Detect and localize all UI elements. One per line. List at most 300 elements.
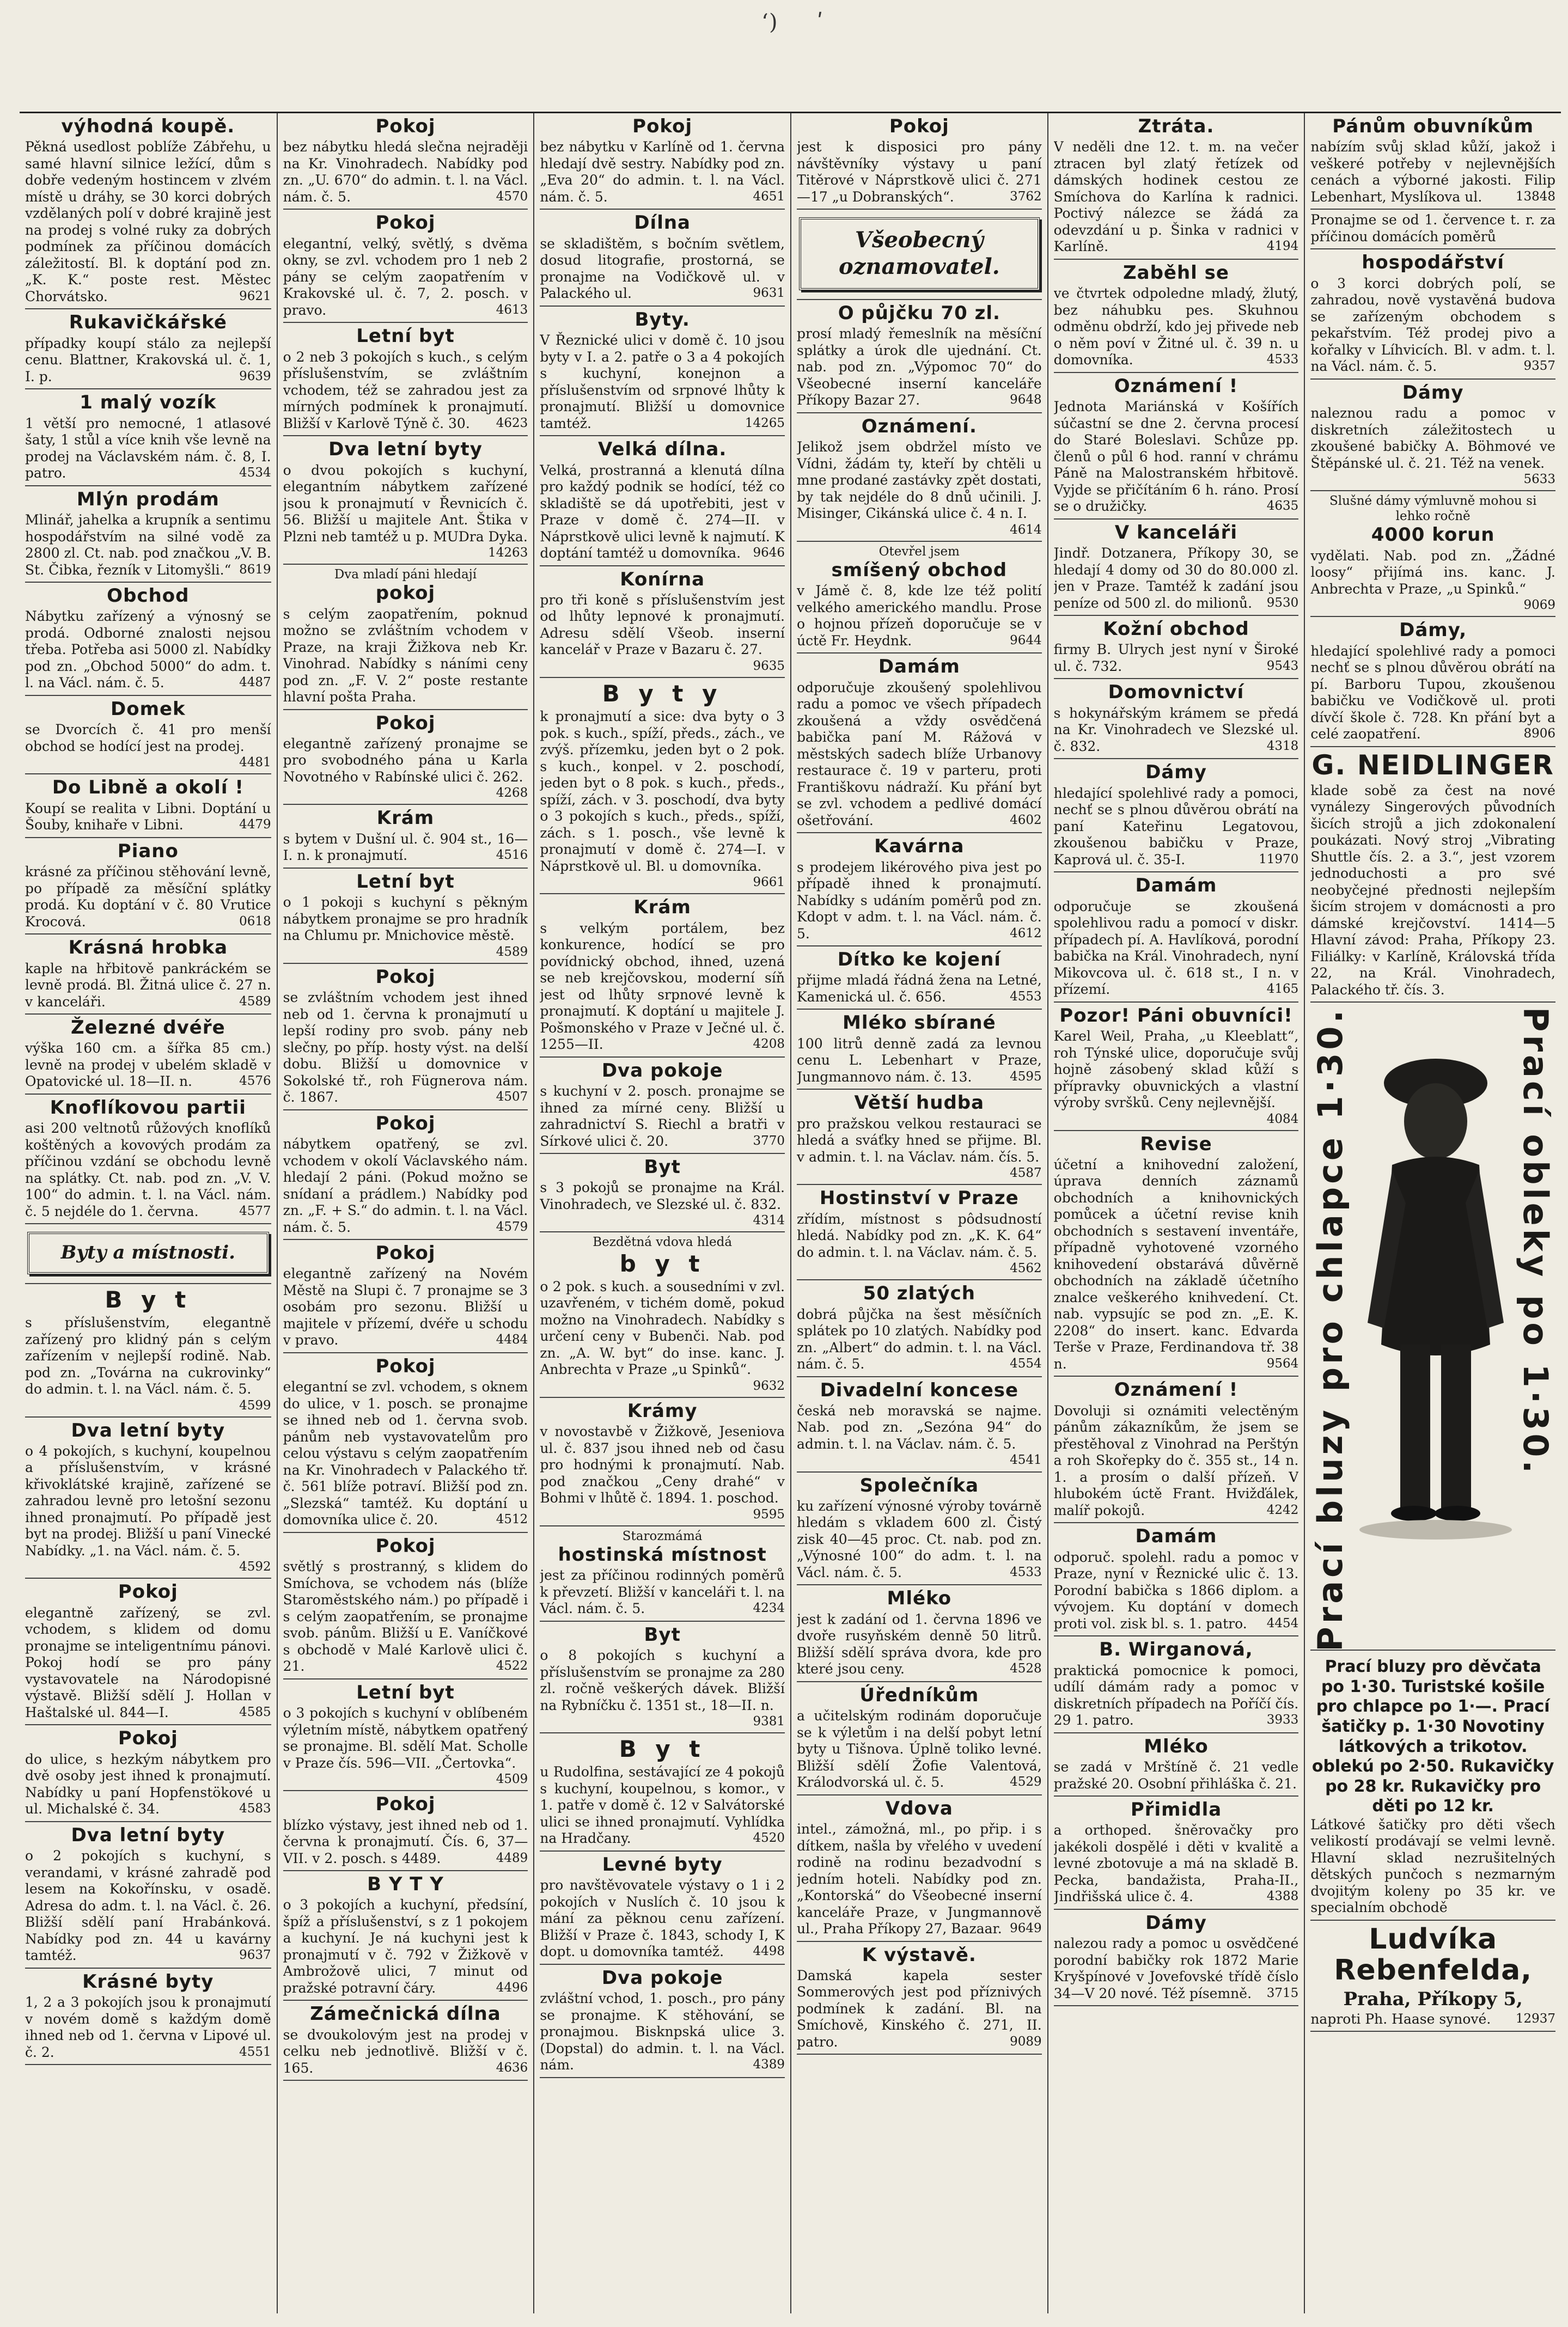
ad-text: Dovoluji si oznámiti velectěným pánům zákazníkům, že jsem se přestěhoval z Vinohrad na Perštýn a roh Skořepky do č. 355 st., 14 n. 1. a prosím o další přízeň. V hlubokém úctě Frant. Hvižďálek, malíř pokojů. (1053, 1402, 1299, 1518)
ad-headline: Pokoj (375, 1535, 436, 1557)
ad-body (540, 1567, 785, 1617)
ad-number: 4489 (496, 1850, 528, 1865)
ad-number: 4551 (239, 2044, 271, 2059)
ad-number: 11970 (1259, 852, 1299, 866)
column-1 (20, 113, 277, 2313)
ad-body (1054, 705, 1299, 755)
ad-headline: výhodná koupě. (61, 115, 235, 137)
ad-number: 12937 (1515, 2011, 1555, 2026)
ad-headline: Kožní obchod (1103, 618, 1249, 640)
ad-number: 4576 (239, 1074, 271, 1089)
ad-text: s příslušenstvím, elegantně zařízený pro klidný pán s celým zařízením v nejlepší rodině. Nab. pod zn. „Továrna na cukrovinky“ do admin. t. l. na Václ. nám. č. 5. (25, 1315, 271, 1397)
classified-ad (25, 1579, 271, 1725)
ad-text: s hokynářským krámem se předá na Kr. Vinohradech ve Slezské ul. č. 832. (1053, 705, 1299, 754)
ad-text: s kuchyní v 2. posch. pronajme se ihned za mírné ceny. Bližší u zahradnictví S. Riechl a bratři v Sírkové ulici č. 20. (540, 1083, 785, 1149)
ad-text: se Dvorcích č. 41 pro menší obchod se hodící jest na prodej. (25, 722, 271, 754)
ad-headline: Levné byty (602, 1853, 723, 1876)
vertical-headline-right: Prací oblekу po 1·30. (1515, 1007, 1555, 1477)
ad-body (1054, 545, 1299, 612)
ad-text: česká neb moravská se najme. Nab. pod zn. „Sezóna 94“ do admin. t. l. na Václav. nám. č. 5. (796, 1402, 1042, 1452)
classified-ad (1054, 679, 1299, 759)
ad-preheading: Slušné dámy výmluvně mohou si lehko ročně (1329, 494, 1537, 524)
ad-number: 9637 (239, 1948, 271, 1963)
ad-text: a orthoped. šněrovačky pro jakékoli dospělé i děti v kvalitě a levné zbotovuje a má na skladě B. Pecka, bandažista, Praha-II., Jindřišská ulice č. 4. (1053, 1822, 1299, 1905)
column-5 (1047, 113, 1304, 2313)
ad-text: u Rudolfina, sestávající ze 4 pokojů s kuchyní, koupelnou, s komor., v 1. patře v domě č. 12 v Salvátorské ulici se ihned pronajmutí. Vyhlídka na Hradčany. (540, 1764, 785, 1847)
section-banner (25, 1224, 271, 1284)
ad-body (1310, 276, 1555, 375)
ad-text: o 2 pokojích s kuchyní, s verandami, v krásné zahradě pod lesem na Kokořínsku, v osadě. Adresa do adm. t. l. na Václ. č. 26. Bližší sdělí paní Hrabánková. Nabídky pod zn. 44 u kavárny tamtéž. (25, 1848, 271, 1964)
ad-headline: Dva pokoje (601, 1059, 723, 1082)
ad-text: Karel Weil, Praha, „u Kleeblatt“, roh Týnské ulice, doporučuje svůj hojně zásobený sklad kůží s přípravky obuvnických a vlastní výroby svršků. Ceny nejlevnější. (1053, 1028, 1299, 1111)
ad-text: praktická pomocnice k pomoci, udílí dámám rady a pomoc v diskretních případech na Poříčí čís. 29 1. patro. (1053, 1662, 1299, 1729)
classified-ad (797, 1682, 1042, 1795)
classified-ad (283, 1679, 528, 1791)
ad-text: elegantní, velký, světlý, s dvěma okny, se zvl. vchodem pro 1 neb 2 pány se celým zaopatřením v Krakovské ul. č. 7, 2. posch. v pravo. (283, 235, 528, 318)
ad-text: V neděli dne 12. t. m. na večer ztracen byl zlatý řetízek od dámských hodinek cestou ze Smíchova do Karlína k radnici. Poctivý nálezce se žádá za odevzdání u p. Šinka v radnici v Karlíně. (1053, 139, 1299, 255)
ad-headline: Oznámení. (861, 415, 977, 437)
ad-text: hledající spolehlivé rady a pomoci nechť se s plnou důvěrou obrátí na pí. Barboru Tupou, zkoušenou babičku ve Vodičkově ul. proti dívčí škole č. 728. Kn přání byt a celé zaopatření. (1310, 643, 1555, 742)
ad-text: nábytkem opatřený, se zvl. vchodem v okolí Václavského nám. hledají 2 páni. (Pokud možno se snídaní a prádlem.) Nabídky pod zn. „F. + S.“ do admin. t. l. na Václ. nám. č. 5. (283, 1136, 528, 1235)
ad-text: 1 větší pro nemocné, 1 atlasové šaty, 1 stůl a více knih vše levně na prodej na Václavském nám. č. 8, I. patro. (25, 415, 271, 481)
classified-ad (540, 1232, 785, 1397)
ad-number: 4084 (1266, 1111, 1299, 1126)
ad-number: 4498 (753, 1944, 785, 1959)
ad-headline: Krásné byty (82, 1970, 214, 1993)
ad-text: V Řeznické ulici v domě č. 10 jsou byty v I. a 2. patře o 3 a 4 pokojích s kuchyní, konejnon a příslušenstvím od srpnové lhůty k pronajmutí. Bližší u domovnice tamtéž. (540, 332, 785, 431)
ad-body (283, 2027, 528, 2077)
ad-number: 4314 (753, 1213, 785, 1228)
ad-text: ku zařízení výnosné výroby továrně hledám s vkladem 600 zl. Čistý zisk 40—45 proc. Ct. nab. pod zn. „Výnosné 100“ do adm. t. l. na Václ. nám. č. 5. (796, 1498, 1042, 1580)
ad-headline: Letní byt (356, 1681, 455, 1703)
ad-text: pro pražskou velkou restauraci se hledá a sváťky hned se přijme. Bl. v admin. t. l. na Václav. nám. čís. 5. (796, 1115, 1042, 1165)
column-6 (1304, 113, 1561, 2313)
ad-headline: Pokoj (375, 1793, 436, 1816)
store-address: Praha, Příkopy 5, (1343, 1988, 1523, 2011)
ad-headline: Mléko (1144, 1735, 1209, 1757)
ad-body (797, 1498, 1042, 1581)
ad-headline: Revise (1140, 1133, 1212, 1155)
ad-number: 4533 (1010, 1565, 1042, 1579)
ad-headline: Zámečnická dílna (310, 2003, 501, 2025)
ad-body (540, 1083, 785, 1150)
ad-number: 4599 (239, 1398, 271, 1413)
classified-ad (797, 1942, 1042, 2055)
classified-ad (1310, 617, 1555, 747)
ad-number: 4585 (239, 1705, 271, 1719)
ad-text: s 3 pokojů se pronajme na Král. Vinohradech, ve Slezské ul. č. 832. (540, 1180, 785, 1212)
ad-text: intel., zámožná, ml., po přip. i s dítkem, našla by vřelého v uvedení rodině na rodinu bezadvodní s jedním hoteli. Nabídky pod zn. „Kontorská“ do Všeobecné inserní kanceláře Praze, v Jungmannově ul., Praha Příkopy 27, Bazaar. (796, 1821, 1042, 1937)
classified-ad (797, 113, 1042, 210)
ad-preheading: Bezdětná vdova hledá (593, 1235, 733, 1250)
classified-ad (283, 210, 528, 323)
classified-ad (1054, 1523, 1299, 1636)
classified-ad (1054, 1797, 1299, 1910)
ad-body (283, 606, 528, 706)
ad-text: vydělati. Nab. pod zn. „Žádné loosy“ přijímá ins. kanc. J. Anbrechta v Praze, „u Spinků.“ (1310, 547, 1555, 597)
ad-headline: Pokoj (375, 712, 436, 734)
ad-number: 4602 (1010, 813, 1042, 827)
ad-number: 8619 (239, 562, 271, 577)
ad-number: 9635 (753, 658, 785, 673)
ad-body (797, 680, 1042, 829)
ad-number: 4529 (1010, 1775, 1042, 1789)
ad-body (283, 831, 528, 864)
ad-headline: Pokoj (375, 1355, 436, 1377)
ad-body (797, 1968, 1042, 2051)
classified-ad (25, 1725, 271, 1822)
classified-ad (283, 565, 528, 710)
classified-ad (1054, 1910, 1299, 2006)
ad-text: asi 200 veltnotů růžových knoflíků koštěných a kovových prodám za příčinou vzdání se obchodu levně na splátky. Ct. nab. pod zn. „V. V. 100“ do admin. t. l. na Václ. nám. č. 5 nejdéle do 1. června. (25, 1120, 271, 1219)
ad-text: o 4 pokojích, s kuchyní, koupelnou a příslušenstvím, v krásné křivoklátské krajině, zařízené se zahradou levně pro letošní sezonu ihned pronajmutí. Po případě jest byt na prodej. Bližší u paní Vinecké Nabídky. „1. na Václ. nám. č. 5. (25, 1443, 271, 1559)
classified-ad (1054, 260, 1299, 373)
ad-body (25, 1848, 271, 1964)
ad-headline: Zaběhl se (1122, 261, 1229, 284)
ad-headline: Ztráta. (1138, 115, 1215, 137)
ad-text: elegantně zařízený pronajme se pro svobodného pána u Karla Novotného v Rabínské ulici č. 262. (283, 735, 528, 785)
ad-text: světlý s prostranný, s klidem do Smíchova, se vchodem nás (blíže Staroměstského nám.) po případě i s celým zaopatřením, se pronajme svob. pánům. Bližší u E. Vaníčkové s obchodě v Malé Karlově ulici č. 21. (283, 1559, 528, 1675)
ad-headline: Dva letní byty (71, 1419, 225, 1442)
ad-headline: Divadelní koncese (820, 1379, 1019, 1401)
ad-body (540, 591, 785, 673)
ad-body (1054, 785, 1299, 869)
ad-number: 4577 (239, 1204, 271, 1218)
classified-ad (1054, 1377, 1299, 1523)
classified-ad (797, 1795, 1042, 1942)
ad-number: 4651 (753, 189, 785, 204)
ad-headline: Dva pokoje (601, 1966, 723, 1989)
ad-body (283, 1897, 528, 1996)
ad-text: nalezou rady a pomoc u osvědčené porodní babičky rok 1872 Marie Kryšpínové v Jovefovské třídě číslo 34—V 20 nové. Též písemně. (1053, 1935, 1299, 2001)
classified-ad (283, 805, 528, 868)
ad-body (540, 1647, 785, 1729)
ad-number: 4512 (496, 1512, 528, 1527)
ad-number: 13848 (1515, 189, 1555, 204)
ad-headline: 4000 korun (1371, 524, 1495, 546)
ad-headline: Damám (1135, 1525, 1217, 1548)
ad-headline: O půjčku 70 zl. (838, 302, 1000, 324)
ad-text: elegantně zařízený, se zvl. vchodem, s klidem od domu pronajme se inteligentnímu pánovi. Pokoj hodí se pro pány vystavovatele na Národopisné výstavě. Bližší sdělí J. Hollan v Haštalské ul. 844—I. (25, 1604, 271, 1720)
ad-body (25, 1994, 271, 2061)
classified-ad (797, 1377, 1042, 1473)
ad-headline: Byt (644, 1623, 681, 1646)
classified-ad (540, 1398, 785, 1526)
classified-ad (540, 894, 785, 1057)
ad-number: 4592 (239, 1560, 271, 1574)
ad-headline: Dámy (1402, 381, 1464, 404)
ad-number: 9381 (753, 1714, 785, 1729)
classified-ad (283, 1110, 528, 1240)
ad-text: se skladištěm, s bočním světlem, dosud litografie, prostorná, se pronajme na Vodičkově ul. v Palackého ul. (540, 235, 785, 302)
ad-text: kaple na hřbitově pankráckém se levně prodá. Bl. Žitná ulice č. 27 n. v kanceláři. (25, 960, 271, 1010)
ad-body (540, 1877, 785, 1960)
ad-body (283, 462, 528, 560)
ad-headline: Pokoj (375, 212, 436, 234)
ad-headline: B y t (619, 1736, 706, 1763)
ad-headline: Pozor! Páni obuvníci! (1059, 1004, 1293, 1027)
ad-number: 4541 (1010, 1453, 1042, 1468)
ad-headline: pokoj (375, 582, 436, 604)
column-2 (277, 113, 534, 2313)
ad-number: 4623 (496, 416, 528, 430)
clothing-advertisement (1310, 1655, 1555, 1921)
ad-body (283, 236, 528, 319)
ad-text: prosí mladý řemeslník na měsíční splátky a úrok dle ujednání. Ct. nab. pod zn. „Výpomoc 70“ do Všeobecné inserní kanceláře Příkopy Bazar 27. (796, 326, 1042, 408)
ad-text: pro tři koně s příslušenstvím jest od lhůty lepnové k pronajmutí. Adresu sdělí Všeob. inserní kancelář v Praze v Bazaru č. 27. (540, 591, 785, 658)
ad-body (540, 1764, 785, 1847)
classified-ad (540, 1058, 785, 1154)
top-mark: ) (769, 10, 778, 35)
ad-body (1054, 899, 1299, 998)
ad-text: krásné za příčinou stěhování levně, po případě za měsíční splátky prodá. Ku doptání v č. 80 Vrutice Krocová. (25, 864, 271, 930)
classified-ad (283, 113, 528, 210)
ad-headline: Dámy (1145, 761, 1207, 784)
ad-number: 4388 (1266, 1889, 1299, 1904)
classified-ad (1310, 491, 1555, 617)
ad-body (797, 1708, 1042, 1791)
ad-number: 3715 (1266, 1986, 1299, 2000)
ad-body (25, 335, 271, 386)
ad-text: zvláštní vchod, 1. posch., pro pány se pronajme. K stěhování, se pronajmou. Bisknpská ulice 3. (Dopstal) do admin. t. l. na Václ. nám. (540, 1990, 785, 2073)
ad-headline: Do Libně a okolí ! (52, 777, 244, 799)
classified-ad (797, 653, 1042, 833)
ad-number: 4522 (496, 1659, 528, 1674)
ad-text: se zvláštním vchodem jest ihned neb od 1. června k pronajmutí u lepší rodiny pro svob. pány neb slečny, po příp. hosty výst. na delší dobu. Bližší u domovnice v Sokolské tř., roh Fügnerova nám. č. 1867. (283, 990, 528, 1106)
ad-body (25, 1605, 271, 1721)
ad-text: Jednota Mariánská v Košířích súčastní se dne 2. června procesí do Staré Boleslavi. Schůze pp. členů o půl 6 hod. ranní v chrámu Páně na Malostranském hřbitově. Vyjde se přičítáním 6 h. ráno. Prosí se o družičky. (1053, 399, 1299, 515)
classified-ad (540, 210, 785, 306)
ad-number: 4454 (1266, 1616, 1299, 1630)
brand-advertisement (1310, 747, 1555, 1003)
ad-text: o 1 pokoji s kuchyní s pěkným nábytkem pronajme se pro hradník na Chlumu pr. Mnichovice městě. (283, 894, 528, 944)
ad-number: 9646 (753, 546, 785, 560)
classified-ad (1054, 616, 1299, 679)
ad-headline: Pokoj (375, 1112, 436, 1134)
ad-text: Koupí se realita v Libni. Doptání u Šouby, knihaře v Libni. (25, 800, 271, 833)
ad-headline: hostinská místnost (558, 1543, 767, 1566)
classified-ad (540, 678, 785, 894)
classified-ad (25, 1095, 271, 1224)
ad-preheading: Dva mladí páni hledají (334, 567, 477, 582)
classified-ad (797, 1473, 1042, 1586)
ad-headline: Dámy, (1399, 619, 1467, 642)
section-title: Byty a místnosti. (27, 1232, 269, 1274)
ad-body (25, 1040, 271, 1090)
ad-body (796, 1402, 1042, 1468)
classified-ad (283, 1353, 528, 1533)
ad-body (1054, 1822, 1299, 1905)
ad-body (1054, 139, 1299, 255)
ad-text: Damská kapela sester Sommerových jest pod příznivých podmínek k zadání. Bl. na Smíchově, Kinského č. 271, II. patro. (796, 1967, 1042, 2050)
ad-body (25, 722, 271, 770)
classified-ad (283, 1533, 528, 1679)
ad-body (797, 1036, 1042, 1086)
ad-body (796, 1115, 1042, 1181)
ad-number: 9089 (1010, 2034, 1042, 2049)
classified-ad (1054, 872, 1299, 1002)
ad-text: Pěkná usedlost poblíže Zábřehu, u samé hlavní silnice ležící, dům s dobře vedeným hostincem v zlvém místě u dráhy, se 30 korci dobrých vzdělaných polí v dobré krajině jest na prodej s volné ruky za dobrých podmínek za příčinou domácích záležitostí. Bl. k doptání pod zn. „K. K.“ poste rest. Městec Chorvátsko. (25, 139, 271, 304)
classified-ad (283, 2001, 528, 2081)
ad-text: se dvoukolovým jest na prodej v celku neb jednotlivě. Bližší v č. 165. (283, 2026, 528, 2076)
ad-headline: Letní byt (356, 325, 455, 347)
ad-headline: Krásná hrobka (68, 937, 228, 959)
ad-headline: Pokoj (118, 1727, 178, 1750)
ad-number: 4479 (239, 817, 271, 832)
ad-body (1054, 1403, 1299, 1519)
ad-number: 4487 (239, 675, 271, 690)
ad-text: Jindř. Dotzanera, Příkopy 30, se hledají 4 domy od 30 do 80.000 zl. jen v Praze. Tamtéž k zadání jsou peníze od 500 zl. do milionů. (1053, 545, 1299, 611)
ad-text: v Jámě č. 8, kde lze též polití velkého amerického mandlu. Prose o hojnou přízeň doporučuje se v úctě Fr. Heydnk. (796, 583, 1042, 649)
ad-body (540, 1180, 785, 1228)
ad-text: účetní a knihovední založení, úprava denních záznamů obchodních a knihovnických pomůcek a účetní revise knih obchodních s sestavení inventáře, případně vyhotovené vzorného knihovedení obstarává důvěrně obchodních na základě účetního znalce veškerého knihvedení. Ct. nab. vypsujíc se pod zn. „E. K. 2208“ do insert. kanc. Edvarda Terše v Praze, Ferdinandova tř. 38 n. (1053, 1156, 1299, 1372)
ad-number: 9639 (239, 369, 271, 383)
classified-ad (25, 696, 271, 774)
ad-body (540, 462, 785, 562)
ad-text: Velká, prostranná a klenutá dílna pro každý podnik se hodící, též co skladiště se dá upotřebiti, jest v Praze v domě č. 274—II. v Náprstkově ulici levně k najmutí. K doptání tamtéž u domovníka. (540, 462, 785, 561)
ad-text: výška 160 cm. a šířka 85 cm.) levně na prodej v ubelém skladě v Opatovické ul. 18—II. n. (25, 1040, 271, 1090)
ad-body (25, 1120, 271, 1220)
classified-ad (283, 436, 528, 565)
ad-number: 9564 (1266, 1356, 1299, 1371)
ad-text: ve čtvrtek odpoledne mladý, žlutý, bez náhubku pes. Skuhnou odměnu obdrží, kdo jej přivede neb o něm poví v Žitné ul. č. 39 n. u domovníka. (1053, 285, 1299, 368)
section-banner (797, 210, 1042, 300)
classified-ad (1054, 759, 1299, 872)
ad-headline: Mléko sbírané (842, 1012, 996, 1034)
ad-text: odporuč. spolehl. radu a pomoc v Praze, nyní v Řeznické ulic č. 13. Porodní babička s 1866 diplom. a vývojem. Ku doptání v domech proti vol. zisk bl. s. 1. patro. (1053, 1549, 1299, 1632)
ad-text: přijme mladá řádná žena na Letné, Kamenická ul. č. 656. (796, 972, 1042, 1005)
ad-number: 9648 (1010, 393, 1042, 407)
classified-ad (283, 1791, 528, 1871)
ad-number: 4554 (1010, 1357, 1042, 1371)
classified-ad (797, 833, 1042, 946)
ad-body (797, 326, 1042, 409)
classified-ad (1054, 520, 1299, 616)
ad-body (1310, 643, 1555, 743)
ad-number: 9621 (239, 289, 271, 303)
illustrated-advertisement (1310, 1007, 1555, 1651)
ad-body (1054, 1549, 1299, 1633)
ad-headline: Úředníkům (859, 1684, 979, 1706)
ad-headline: Pokoj (632, 115, 693, 137)
classified-ad (797, 946, 1042, 1010)
classified-ad (283, 323, 528, 436)
ad-number: 4509 (496, 1772, 528, 1787)
ad-text: k pronajmutí a sice: dva byty o 3 pok. s kuch., spíží, předs., zách., ve zvýš. přízemku, jeden byt o 2 pok. s kuch., konpel. v 2. poschodí, jeden byt o 8 pok. s kuch., předs., spíží, zách. v 3. poschodí, dva byty o 3 pokojích s kuch., předs., spíží, zách. s 1. posch., vše levně k pronajmutí v domě č. 274—I. v Náprstkově ul. Bl. u domovníka. (540, 709, 785, 874)
ad-text: o 3 pokojích s kuchyní v oblíbeném výletním místě, nábytkem opatřený se pronajme. Bl. sdělí Mat. Scholle v Praze čís. 596—VII. „Čertovka“. (283, 1705, 528, 1771)
ad-text: blízko výstavy, jest ihned neb od 1. června k pronajmutí. Čís. 6, 37—VII. v 2. posch. s 4489. (283, 1817, 528, 1866)
classified-ad (540, 1154, 785, 1232)
classified-ad (25, 486, 271, 583)
ad-headline: V kanceláři (1114, 521, 1238, 543)
ad-headline: Velká dílna. (598, 438, 727, 461)
ad-headline: Byty. (634, 308, 690, 331)
ad-headline: Hostinství v Praze (819, 1187, 1019, 1210)
ad-number: 9595 (753, 1507, 785, 1522)
ad-body (540, 1990, 785, 2074)
classified-ad (797, 1585, 1042, 1682)
ad-body (283, 735, 528, 801)
ad-headline: Damám (1135, 875, 1217, 897)
ad-text: firmy B. Ulrych jest nyní v Široké ul. č. 732. (1053, 642, 1299, 674)
ad-number: 9644 (1010, 633, 1042, 648)
ad-text: elegantně zařízený na Novém Městě na Slupi č. 7 pronajme se 3 osobám pro sezonu. Bližší u majitele v přízemí, dvéře u schodu v pravo. (283, 1266, 528, 1348)
ad-text: o 8 pokojích s kuchyní a příslušenstvím se pronajme za 280 zl. ročně veškerých dávek. Bližší na Rybníčku č. 1351 st., 18—II. n. (540, 1647, 785, 1713)
ad-number: 4612 (1010, 926, 1042, 940)
ad-body (283, 1817, 528, 1867)
brand-name: G. NEIDLINGER (1311, 749, 1554, 781)
classified-ad (25, 838, 271, 935)
ad-text: o 2 pok. s kuch. a sousedními v zvl. uzavřeném, v tichém domě, pokud možno na Vinohradech. Nabídky s určení ceny v Bubenči. Nab. pod zn. „A. W. byt“ do inse. kanc. J. Anbrechta v Praze „u Spinků“. (540, 1278, 785, 1378)
ad-headline: Přimidla (1130, 1799, 1222, 1821)
classified-ad (283, 1871, 528, 2001)
ad-headline: 1 malý vozík (80, 392, 217, 414)
ad-number: 0618 (239, 914, 271, 929)
column-3 (533, 113, 790, 2313)
ad-number: 9632 (753, 1378, 785, 1393)
ad-body (1054, 642, 1299, 675)
classified-ad (25, 113, 271, 309)
ad-body (796, 439, 1042, 537)
ad-text: se zadá v Mrštíně č. 21 vedle pražské 20. Osobní přihláška č. 21. (1053, 1759, 1299, 1792)
ad-number: 9357 (1523, 359, 1555, 374)
ad-number: 4589 (239, 994, 271, 1009)
ad-number: 5633 (1523, 472, 1555, 487)
ad-body (25, 864, 271, 930)
ad-headline: Krám (376, 807, 435, 829)
ad-headline: smíšený obchod (831, 559, 1008, 581)
classified-ad (540, 1965, 785, 2078)
ad-text: jest za příčinou rodinných poměrů k převzetí. Bližší v kanceláři t. l. na Václ. nám. č. 5. (540, 1567, 785, 1617)
ad-body (283, 1136, 528, 1236)
ad-headline: Dílna (634, 212, 691, 234)
ad-number: 4528 (1010, 1662, 1042, 1676)
classified-ad (1054, 373, 1299, 520)
classified-ad (25, 389, 271, 486)
classified-ad (540, 1622, 785, 1733)
ad-body (1310, 405, 1555, 487)
ad-headline: B y t y (602, 680, 723, 707)
classified-ad (1310, 249, 1555, 379)
classified-ad (25, 583, 271, 696)
ad-headline: Pokoj (889, 115, 949, 137)
ad-text: pro navštěvovatele výstavy o 1 i 2 pokojích v Nuslích č. 10 jsou k mání za pěknou cenu zařízení. Bližší v Praze č. 1843, schody I, K dopt. u domovníka tamtéž. (540, 1877, 785, 1960)
ad-text: s velkým portálem, bez konkurence, hodící se pro povídnický obchod, ihned, uzená se neb krejčovskou, moderní síň jest od lhůty srpnové levně k pronajmutí. K doptání u majitele J. Pošmonského v Praze v Ječné ul. č. 1255—II. (540, 920, 785, 1053)
ad-text: Mlinář, jahelka a krupník a sentimu hospodářstvím na silné vodě za 2800 zl. Ct. nab. pod značkou „V. B. St. Čibka, řezník v Litomyšli.“ (25, 512, 271, 578)
ad-body (540, 236, 785, 302)
classified-ad (797, 1010, 1042, 1090)
ad-text: Jelikož jsem obdržel místo ve Vídni, žádám ty, kteří by chtěli u mne prodané zastávky zpět dostati, by tak nejdéle do 8 dnů učinili. J. Misinger, Cikánská ulice č. 4 n. I. (796, 439, 1042, 522)
ad-text: jest k disposici pro pány návštěvníky výstavy u paní Titěrové v Náprstkově ulici č. 271—17 „u Dobranských“. (796, 139, 1042, 205)
ad-body (797, 859, 1042, 943)
ad-headline: B. Wirganová, (1099, 1639, 1253, 1661)
classified-ad (283, 869, 528, 964)
ad-headline: B Y T Y (367, 1873, 444, 1896)
classified-ad (797, 1185, 1042, 1280)
classified-ad (25, 1418, 271, 1579)
ad-headline: Dva letní byty (328, 438, 483, 461)
ad-headline: Letní byt (356, 870, 455, 893)
ad-number: 3762 (1010, 189, 1042, 204)
ad-number: 3770 (753, 1133, 785, 1148)
ad-headline: Piano (117, 840, 179, 862)
ad-headline: Domek (110, 698, 186, 720)
ad-number: 4507 (496, 1090, 528, 1104)
ad-number: 4636 (496, 2060, 528, 2075)
ad-body (283, 894, 528, 959)
ad-body (1053, 1028, 1299, 1126)
ad-headline: Pokoj (375, 966, 436, 988)
